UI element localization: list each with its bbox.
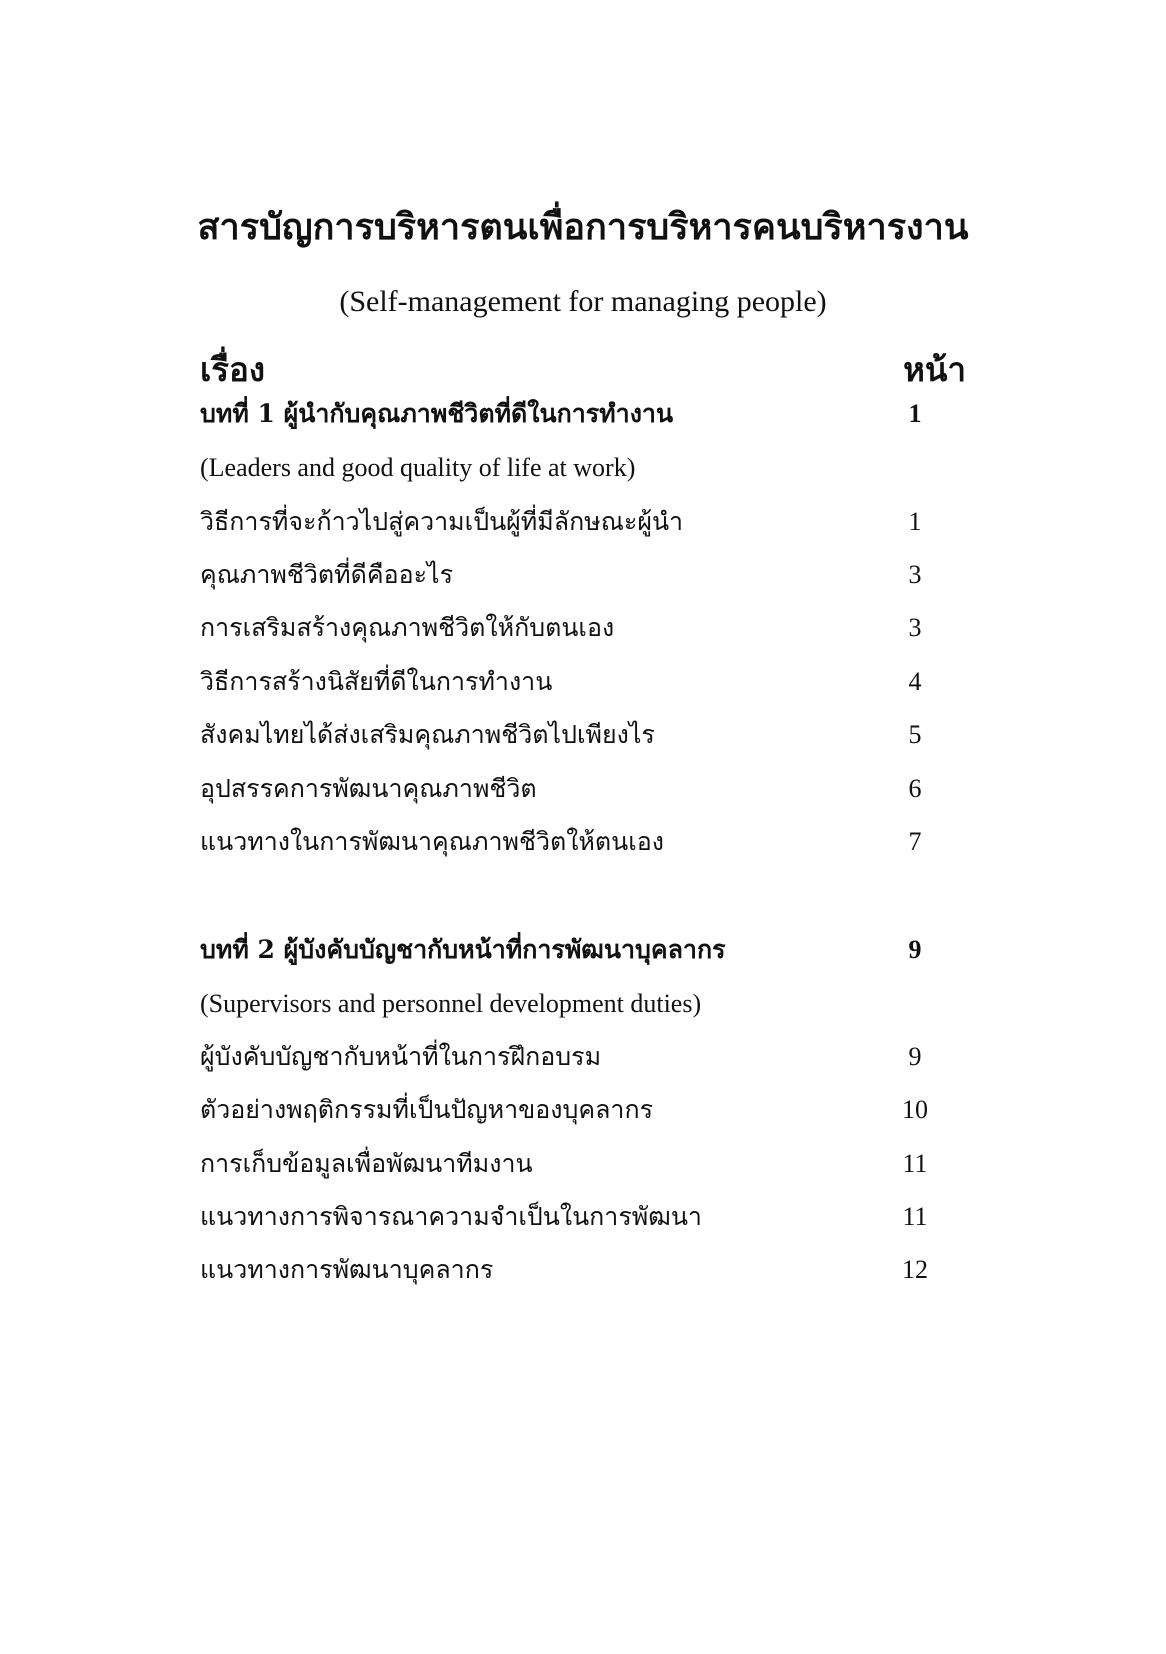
entry-title: คุณภาพชีวิตที่ดีคืออะไร	[200, 560, 454, 589]
entry-title: วิธีการสร้างนิสัยที่ดีในการทำงาน	[200, 667, 553, 696]
entry-title: แนวทางการพัฒนาบุคลากร	[200, 1255, 494, 1284]
page-number: 11	[902, 1202, 928, 1231]
toc-entry	[200, 662, 945, 702]
entry-title: สังคมไทยได้ส่งเสริมคุณภาพชีวิตไปเพียงไร	[200, 720, 655, 749]
toc-entry	[200, 1090, 945, 1130]
page-number: 1	[908, 399, 922, 428]
entry-title: การเสริมสร้างคุณภาพชีวิตให้กับตนเอง	[200, 613, 615, 642]
chapter-english-title: (Leaders and good quality of life at work)	[200, 453, 636, 482]
entry-title: แนวทางในการพัฒนาคุณภาพชีวิตให้ตนเอง	[200, 827, 664, 856]
page-number: 7	[908, 827, 922, 856]
toc-entry	[200, 1037, 945, 1077]
entry-title: วิธีการที่จะก้าวไปสู่ความเป็นผู้ที่มีลักษณะผู้นำ	[200, 507, 684, 536]
toc-entry	[200, 555, 945, 595]
toc-entry	[200, 1197, 945, 1237]
page-column-header: หน้า	[903, 350, 966, 389]
chapter-2-english-title	[200, 984, 945, 1024]
chapter-title: บทที่ 1 ผู้นำกับคุณภาพชีวิตที่ดีในการทำงาน	[200, 399, 674, 428]
page-subtitle: (Self-management for managing people)	[339, 285, 827, 318]
chapter-english-title: (Supervisors and personnel development duties)	[200, 989, 702, 1018]
entry-title: ตัวอย่างพฤติกรรมที่เป็นปัญหาของบุคลากร	[200, 1095, 654, 1124]
chapter-2-entry	[200, 930, 945, 970]
page-number: 9	[908, 1042, 922, 1071]
toc-entry	[200, 502, 945, 542]
entry-title: ผู้บังคับบัญชากับหน้าที่ในการฝึกอบรม	[200, 1042, 602, 1071]
toc-entry	[200, 822, 945, 862]
chapter-1-english-title	[200, 448, 945, 488]
page-number: 5	[908, 720, 922, 749]
page-title: สารบัญการบริหารตนเพื่อการบริหารคนบริหารงาน	[197, 206, 969, 248]
page-number: 12	[902, 1255, 928, 1284]
toc-entry	[200, 1250, 945, 1290]
page-number: 6	[908, 774, 922, 803]
page-number: 3	[908, 560, 922, 589]
page-number: 9	[908, 935, 922, 964]
entry-title: แนวทางการพิจารณาความจำเป็นในการพัฒนา	[200, 1202, 702, 1231]
entry-title: อุปสรรคการพัฒนาคุณภาพชีวิต	[200, 774, 537, 803]
toc-entry	[200, 1144, 945, 1184]
page-number: 3	[908, 613, 922, 642]
chapter-1-entry	[200, 394, 945, 434]
page-number: 1	[908, 507, 922, 536]
page-number: 4	[908, 667, 922, 696]
toc-entry	[200, 715, 945, 755]
toc-entry	[200, 608, 945, 648]
toc-entry	[200, 769, 945, 809]
chapter-title: บทที่ 2 ผู้บังคับบัญชากับหน้าที่การพัฒนาบุคลากร	[200, 935, 726, 964]
topic-column-header: เรื่อง	[200, 350, 265, 389]
entry-title: การเก็บข้อมูลเพื่อพัฒนาทีมงาน	[200, 1149, 533, 1178]
page-number: 10	[902, 1095, 928, 1124]
page-number: 11	[902, 1149, 928, 1178]
